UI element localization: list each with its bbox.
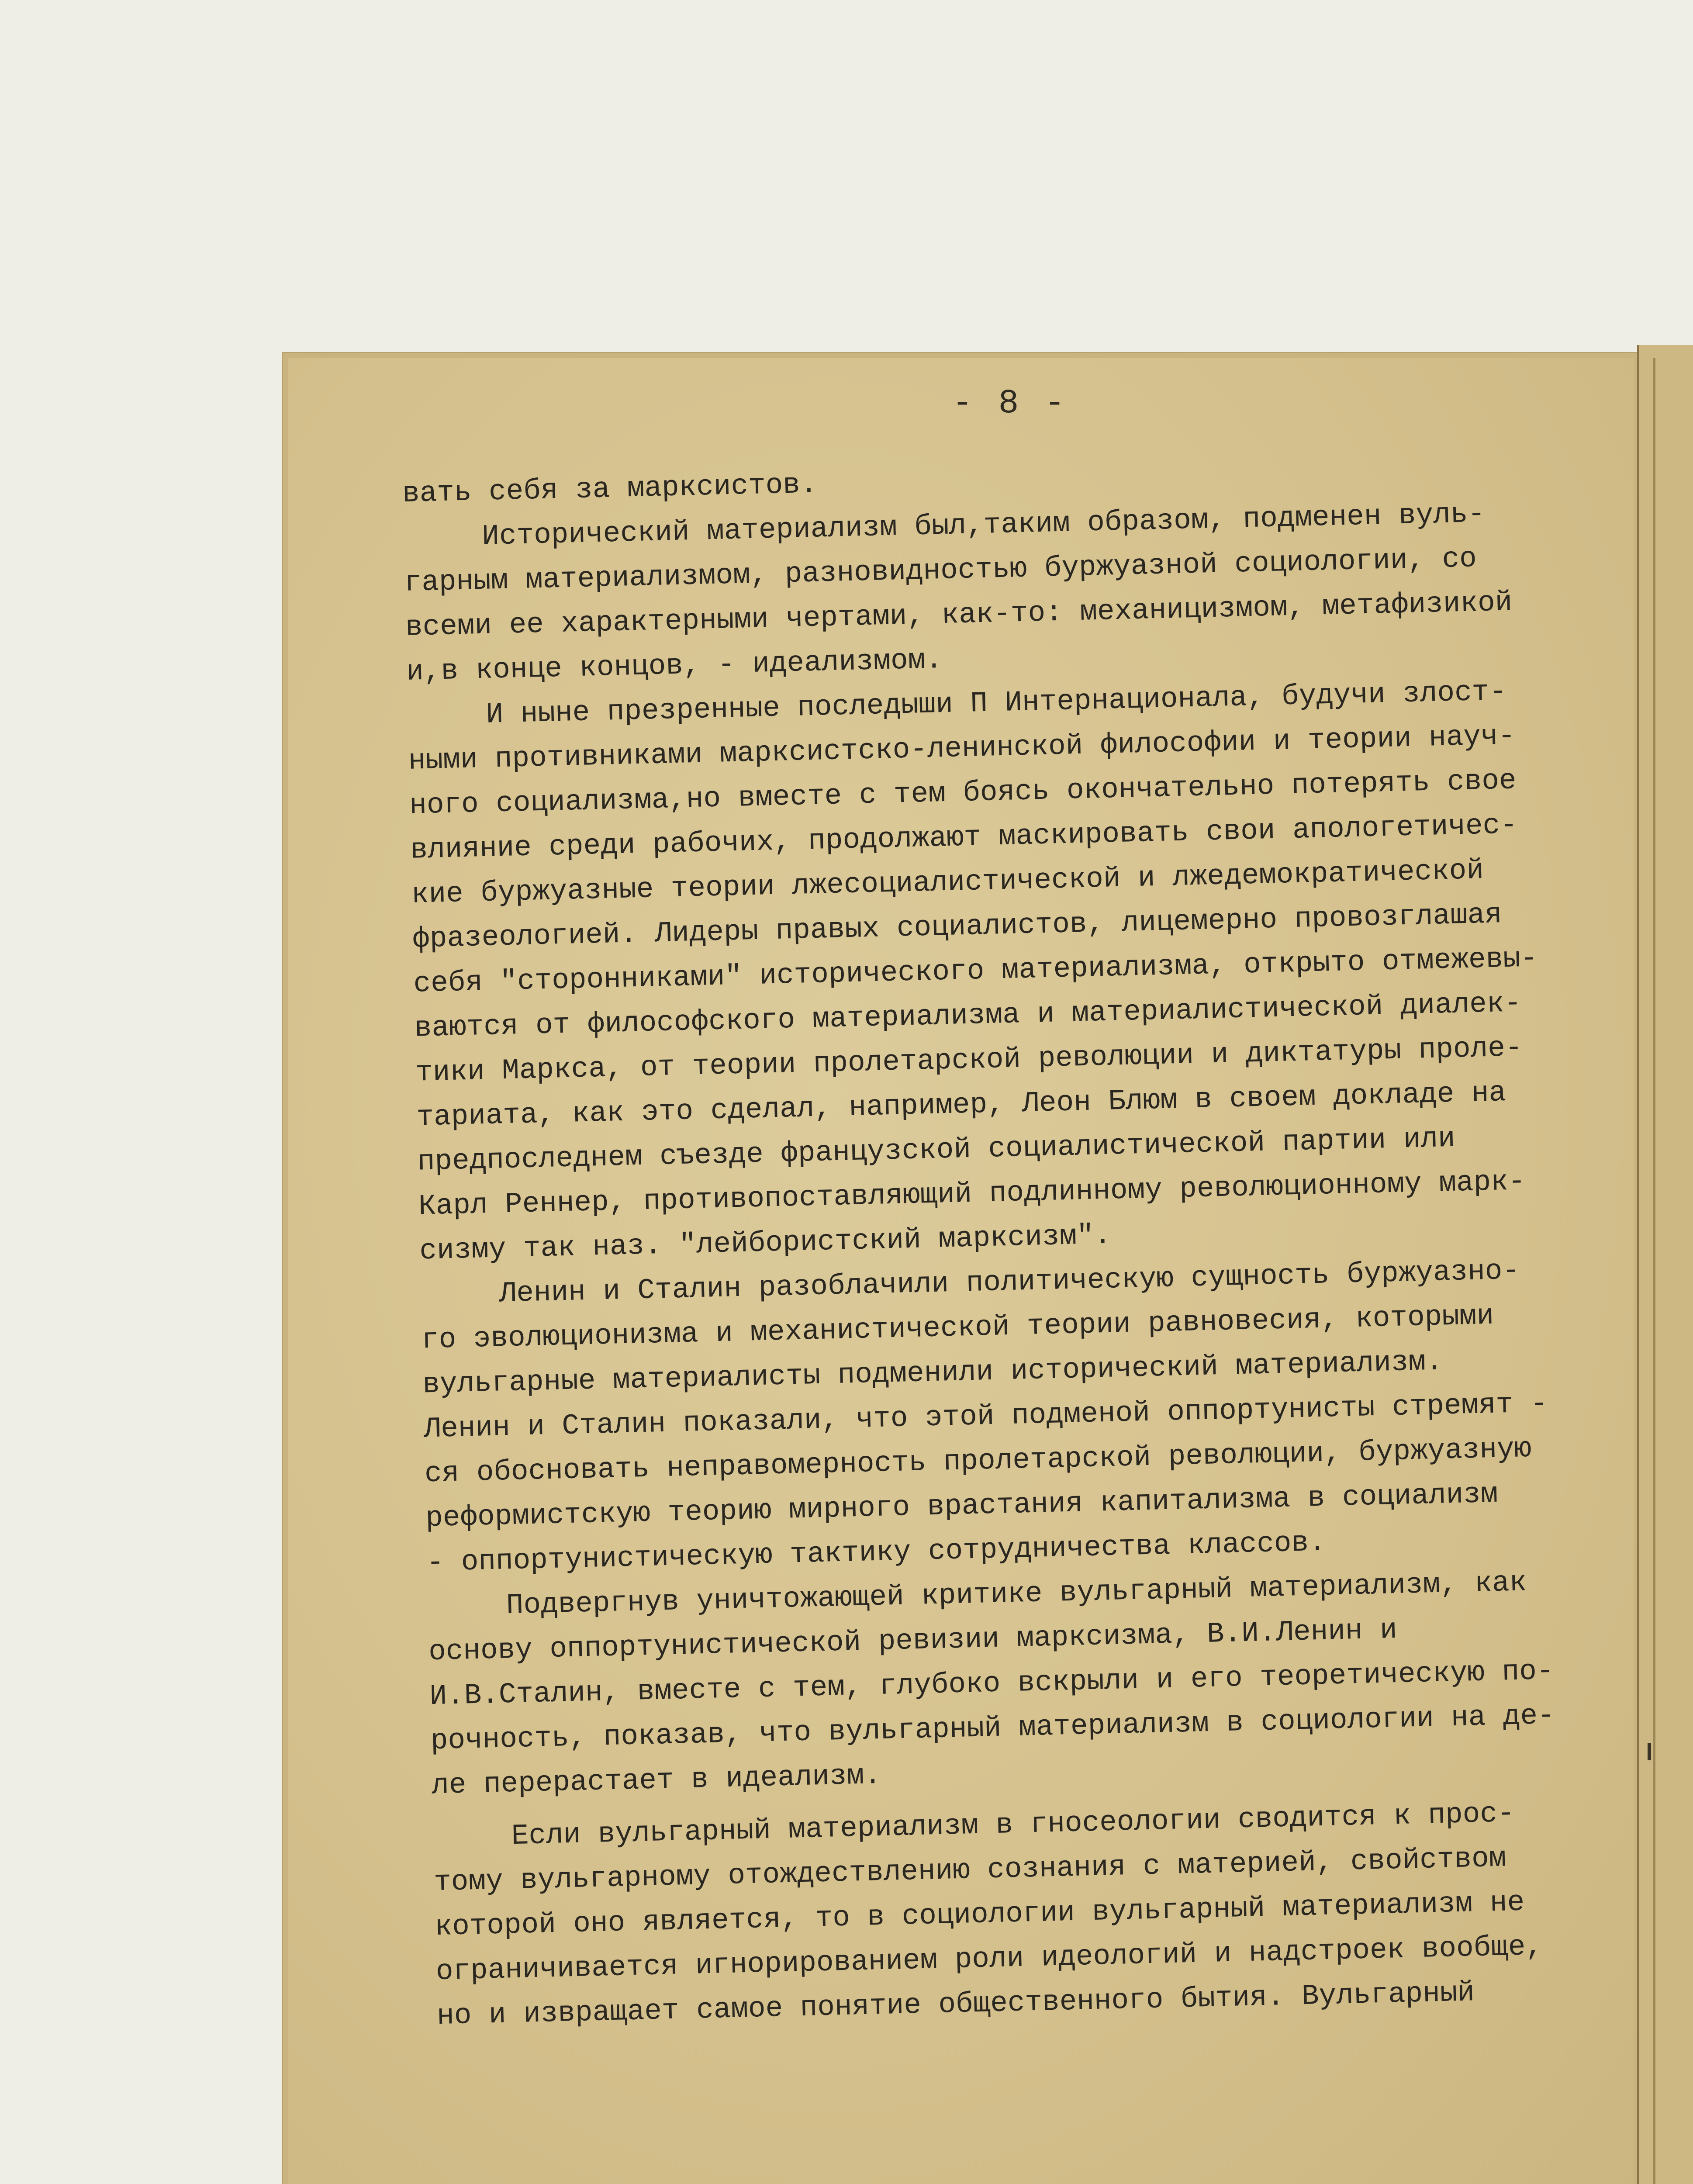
text-line: Ленин и Сталин показали, что этой подменой оппортунисты стремят - xyxy=(423,1387,1548,1446)
text-line: но и извращает самое понятие общественного бытия. Вульгарный xyxy=(436,1976,1475,2033)
text-line: которой оно является, то в социологии вульгарный материализм не xyxy=(434,1886,1525,1944)
text-line: сизму так наз. "лейбористский марксизм". xyxy=(419,1219,1112,1268)
margin-mark xyxy=(1648,1743,1651,1760)
text-line: себя "сторонниками" исторического материализма, открыто отмежевы- xyxy=(413,942,1538,1000)
paragraph-6 xyxy=(432,1789,1625,2039)
text-line: Исторический материализм был,таким образом, подменен вуль- xyxy=(481,497,1486,553)
page-fold-line xyxy=(1653,358,1655,2184)
text-line: И.В.Сталин, вместе с тем, глубоко вскрыли и его теоретическую по- xyxy=(429,1654,1555,1713)
text-line: тариата, как это сделал, например, Леон Блюм в своем докладе на xyxy=(416,1076,1506,1134)
text-line: предпоследнем съезде французской социалистической партии или xyxy=(417,1122,1456,1178)
text-line: вульгарные материалисты подменили исторический материализм. xyxy=(422,1345,1444,1401)
text-line: влияние среди рабочих, продолжают маскировать свои апологетичес- xyxy=(410,809,1518,867)
text-line: рочность, показав, что вульгарный материализм в социологии на де- xyxy=(430,1699,1555,1758)
text-line: и,в конце концов, - идеализмом. xyxy=(406,643,943,688)
text-line: ся обосновать неправомерность пролетарской революции, буржуазную xyxy=(424,1432,1532,1490)
text-line: ограничивается игнорированием роли идеологий и надстроек вообще, xyxy=(435,1930,1543,1988)
text-line: гарным материализмом, разновидностью буржуазной социологии, со xyxy=(404,542,1477,599)
text-line: Подвергнув уничтожающей критике вульгарный материализм, как xyxy=(506,1566,1527,1622)
facing-page-edge xyxy=(1637,345,1693,2184)
paragraph-2 xyxy=(403,489,1595,695)
text-line: вать себя за марксистов. xyxy=(402,468,818,510)
text-line: всеми ее характерными чертами, как-то: механицизмом, метафизикой xyxy=(405,586,1513,644)
text-line: го эволюционизма и механистической теории равновесия, которыми xyxy=(421,1299,1494,1357)
text-line: Карл Реннер, противопоставляющий подлинному революционному марк- xyxy=(418,1165,1526,1223)
text-line: тики Маркса, от теории пролетарской революции и диктатуры проле- xyxy=(415,1031,1523,1089)
text-line: тому вульгарному отождествлению сознания с материей, свойством xyxy=(433,1842,1507,1899)
text-line: фразеологией. Лидеры правых социалистов, лицемерно провозглашая xyxy=(412,898,1503,956)
body-text xyxy=(402,445,1625,2039)
text-line: ваются от философского материализма и материалистической диалек- xyxy=(414,987,1522,1045)
paragraph-5 xyxy=(427,1559,1620,1808)
page-number: - 8 - xyxy=(952,384,1068,423)
text-line: - оппортунистическую тактику сотрудничества классов. xyxy=(426,1526,1327,1579)
text-line: ного социализма,но вместе с тем боясь окончательно потерять свое xyxy=(409,764,1517,822)
text-line: Ленин и Сталин разоблачили политическую сущность буржуазно- xyxy=(498,1254,1520,1310)
text-line: ными противниками марксистско-ленинской философии и теории науч- xyxy=(408,719,1516,778)
paragraph-3 xyxy=(407,667,1608,1273)
text-line: реформистскую теорию мирного врастания капитализма в социализм xyxy=(425,1477,1499,1535)
text-line: Если вульгарный материализм в гносеологии сводится к прос- xyxy=(511,1797,1515,1853)
text-line: кие буржуазные теории лжесоциалистической и лжедемократической xyxy=(411,854,1484,911)
text-line: И ныне презренные последыши П Интернационала, будучи злост- xyxy=(485,675,1507,731)
text-line: ле перерастает в идеализм. xyxy=(431,1759,882,1802)
text-line: основу оппортунистической ревизии марксизма, В.И.Ленин и xyxy=(428,1613,1398,1669)
paragraph-4 xyxy=(420,1247,1615,1586)
